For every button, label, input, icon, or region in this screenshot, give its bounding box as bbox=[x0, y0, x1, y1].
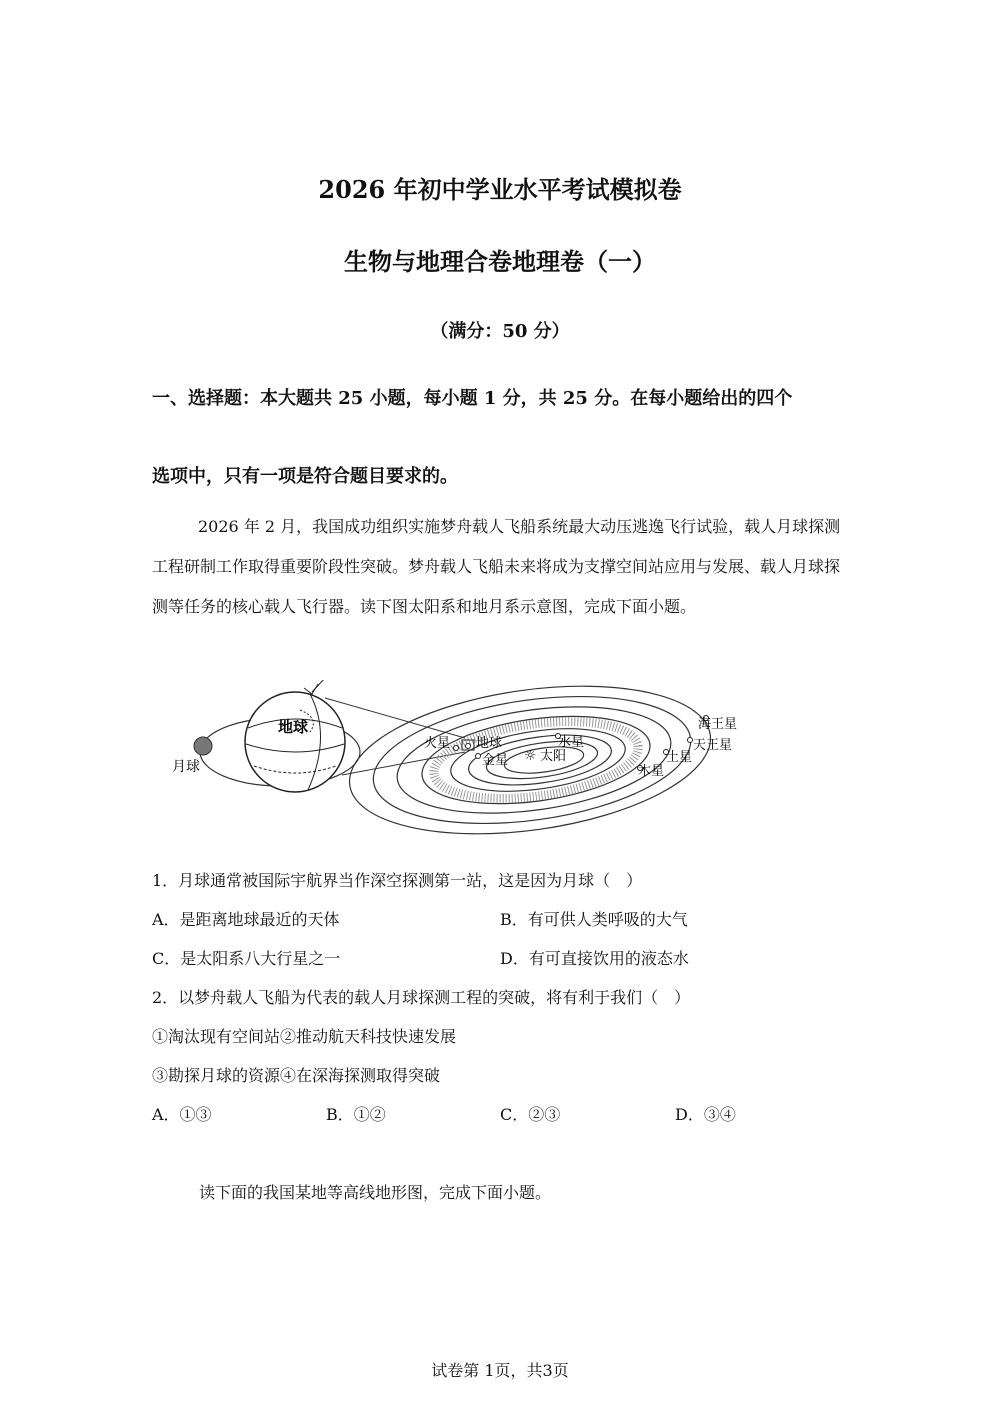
q1-option-a[interactable]: A．是距离地球最近的天体 bbox=[152, 910, 340, 929]
solar-system-figure bbox=[160, 680, 760, 845]
page-footer: 试卷第 1页，共3页 bbox=[431, 1361, 569, 1380]
label-saturn: 土星 bbox=[666, 750, 693, 765]
label-jupiter: 木星 bbox=[638, 764, 665, 779]
q2-option-a[interactable]: A．①③ bbox=[152, 1105, 212, 1124]
label-mars: 火星 bbox=[424, 736, 451, 751]
label-neptune: 海王星 bbox=[698, 717, 738, 732]
label-sun: 太阳 bbox=[540, 749, 567, 764]
label-venus: 金星 bbox=[482, 753, 509, 768]
section-heading-line1: 一、选择题：本大题共 25 小题，每小题 1 分，共 25 分。在每小题给出的四个 bbox=[152, 388, 793, 409]
q2-statement-line1: ①淘汰现有空间站②推动航天科技快速发展 bbox=[152, 1027, 457, 1046]
q1-option-c[interactable]: C．是太阳系八大行星之一 bbox=[152, 949, 341, 968]
label-moon: 月球 bbox=[172, 759, 200, 775]
q1-option-d[interactable]: D．有可直接饮用的液态水 bbox=[500, 949, 689, 968]
q2-option-b[interactable]: B．①② bbox=[326, 1105, 386, 1124]
exam-title: 2026 年初中学业水平考试模拟卷 bbox=[318, 175, 682, 204]
label-mercury: 水星 bbox=[558, 735, 585, 750]
q1-option-b[interactable]: B．有可供人类呼吸的大气 bbox=[500, 910, 688, 929]
reading-prompt-2: 读下面的我国某地等高线地形图，完成下面小题。 bbox=[199, 1183, 552, 1202]
question-1-stem: 1．月球通常被国际宇航界当作深空探测第一站，这是因为月球（ ） bbox=[152, 871, 643, 890]
sun-icon: ☼ bbox=[524, 748, 537, 764]
reading-passage: 2026 年 2 月，我国成功组织实施梦舟载人飞船系统最大动压逃逸飞行试验，载人月球探测工程研制工作取得重要阶段性突破。梦舟载人飞船未来将成为支撑空间站应用与发展、载人月球探测等任务的核心载人飞行器。读下图太阳系和地月系示意图，完成下面小题。 bbox=[152, 517, 841, 616]
q2-option-c[interactable]: C．②③ bbox=[500, 1105, 561, 1124]
q2-statement-line2: ③勘探月球的资源④在深海探测取得突破 bbox=[152, 1066, 441, 1085]
q2-option-d[interactable]: D．③④ bbox=[675, 1105, 736, 1124]
question-2-stem: 2．以梦舟载人飞船为代表的载人月球探测工程的突破，将有利于我们（ ） bbox=[152, 988, 691, 1007]
label-earth-big: 地球 bbox=[278, 718, 309, 736]
exam-subtitle: 生物与地理合卷地理卷（一） bbox=[344, 247, 656, 276]
full-score: （满分：50 分） bbox=[430, 321, 570, 342]
label-earth: 地球 bbox=[476, 736, 503, 751]
earth-globe bbox=[245, 680, 345, 792]
label-uranus: 天王星 bbox=[693, 738, 733, 753]
section-heading-line2: 选项中，只有一项是符合题目要求的。 bbox=[152, 466, 458, 487]
moon bbox=[194, 737, 212, 755]
